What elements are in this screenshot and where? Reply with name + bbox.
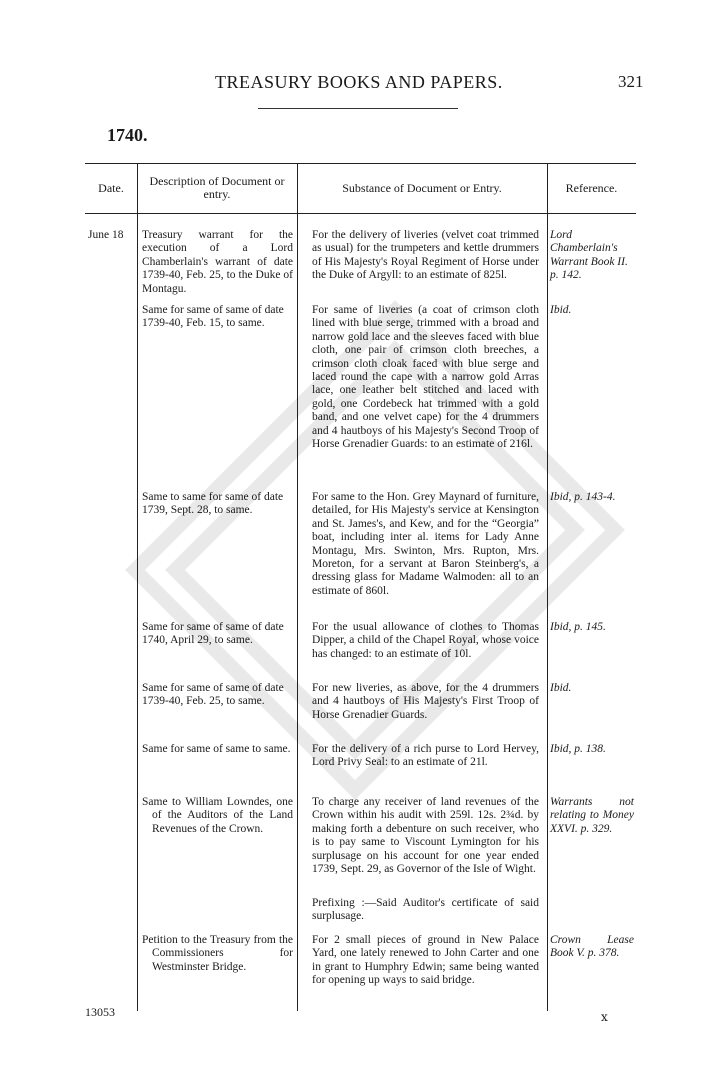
row-reference: Crown Lease Book V. p. 378. [550, 934, 634, 960]
year-heading: 1740. [107, 125, 148, 145]
row-description: Same for same of same to same. [142, 743, 291, 755]
row-reference: Ibid. [550, 682, 572, 694]
head-rule [258, 108, 458, 109]
column-divider [137, 163, 138, 1011]
row-reference: Warrants not relating to Money XXVI. p. 329. [550, 796, 634, 835]
row-description: Treasury warrant for the execution of a Lord Chamberlain's warrant of date 1739-40, Feb. 25, to the Duke of Montagu. [142, 229, 293, 295]
row-reference: Ibid. [550, 304, 572, 316]
column-header-reference: Reference. [565, 180, 618, 195]
running-head [0, 72, 721, 96]
row-description: Same for same of same of date 1739-40, Feb. 25, to same. [142, 682, 284, 708]
column-header-description: Description of Document or entry. [149, 174, 285, 201]
row-reference: Lord Chamberlain's Warrant Book II. p. 142. [550, 229, 628, 282]
header-rule [85, 213, 636, 214]
column-header-date: Date. [98, 180, 124, 195]
row-description: Same to same for same of date 1739, Sept. 28, to same. [142, 491, 284, 517]
row-description: Same for same of same of date 1740, April 29, to same. [142, 621, 284, 647]
row-description: Petition to the Treasury from the Commissioners for Westminster Bridge. [142, 934, 293, 973]
page-number: 321 [618, 72, 644, 91]
row-description: Same to William Lowndes, one of the Auditors of the Land Revenues of the Crown. [142, 796, 293, 835]
row-reference: Ibid, p. 138. [550, 743, 606, 755]
row-reference: Ibid, p. 145. [550, 621, 606, 633]
column-header-substance: Substance of Document or Entry. [342, 180, 502, 195]
row-substance: For new liveries, as above, for the 4 drummers and 4 hautboys of His Majesty's First Troop of Horse Grenadier Guards. [312, 682, 539, 721]
row-substance: For the usual allowance of clothes to Thomas Dipper, a child of the Chapel Royal, whose voice has changed: to an estimate of 10l. [312, 621, 539, 660]
column-divider [297, 163, 298, 1011]
row-prefixing: Prefixing :—Said Auditor's certificate of said surplusage. [312, 897, 539, 923]
row-reference: Ibid, p. 143-4. [550, 491, 616, 503]
row-substance: For same to the Hon. Grey Maynard of furniture, detailed, for His Majesty's service at Kensington and St. James's, and Kew, and for the “Georgia” boat, including inter al. items for Lady Anne Montagu, Mrs. Swinton, Mrs. Rupton, Mrs. Moreton, for a servant at Baron Steinberg's, a dressing glass for Madame Walmoden: all to an estimate of 860l. [312, 491, 539, 597]
row-date: June 18 [88, 229, 124, 241]
printer-signature: 13053 [85, 1005, 115, 1019]
row-substance: For same of liveries (a coat of crimson cloth lined with blue serge, trimmed with a broad and narrow gold lace and the sleeves faced with blue cloth, one pair of crimson cloth breeches, a crimson cloth cloak faced with blue serge and laced round the cape with a narrow gold Arras lace, one leather belt stitched and laced with gold, one Cordebeck hat trimmed with a gold band, and one velvet cape) for the 4 drummers and 4 hautboys of his Majesty's Second Troop of Horse Grenadier Guards: to an estimate of 216l. [312, 304, 539, 451]
row-description: Same for same of same of date 1739-40, Feb. 15, to same. [142, 304, 284, 330]
row-substance: To charge any receiver of land revenues of the Crown within his audit with 259l. 12s. 2¾d. by making forth a debenture on such receiver, who is to pay same to Viscount Lymington for his surplusage on his account for one year ended 1739, Sept. 29, as Governor of the Isle of Wight. [312, 796, 539, 876]
footer-mark: x [601, 1010, 608, 1024]
row-substance: For 2 small pieces of ground in New Palace Yard, one lately renewed to John Carter and one in grant to Humphry Edwin; same being wanted for opening up ways to said bridge. [312, 934, 539, 987]
document-table [85, 163, 636, 1011]
running-title: TREASURY BOOKS AND PAPERS. [215, 72, 503, 92]
row-substance: For the delivery of a rich purse to Lord Hervey, Lord Privy Seal: to an estimate of 21l. [312, 743, 539, 769]
row-substance: For the delivery of liveries (velvet coat trimmed as usual) for the trumpeters and kettle drummers of His Majesty's Royal Regiment of Horse under the Duke of Argyll: to an estimate of 825l. [312, 229, 539, 282]
column-divider [547, 163, 548, 1011]
